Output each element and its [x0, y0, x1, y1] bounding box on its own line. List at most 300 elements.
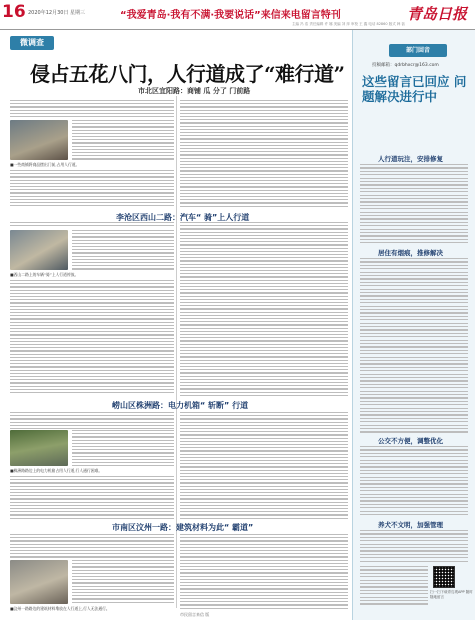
text-line: [10, 360, 174, 361]
text-line: [72, 149, 174, 150]
sidebar-footer: 扫一扫下载青岛观APP 随时随地留言: [430, 590, 473, 599]
text-line: [360, 258, 468, 259]
sidebar-email: 投稿邮箱：qdrbhxcr@163.com: [372, 63, 439, 68]
section-title: 李沧区西山二路：汽车“ 骑”上人行道: [116, 213, 250, 222]
text-line: [180, 241, 348, 242]
text-line: [360, 597, 428, 598]
text-line: [180, 444, 348, 445]
text-line: [180, 460, 348, 461]
text-line: [180, 299, 348, 300]
text-line: [180, 186, 348, 187]
text-line: [10, 315, 174, 316]
text-line: [360, 272, 468, 273]
text-line: [360, 212, 468, 213]
text-line: [72, 252, 174, 253]
text-line: [180, 270, 348, 271]
text-line: [360, 235, 468, 236]
text-line: [180, 495, 348, 496]
text-line: [72, 592, 174, 593]
text-line: [360, 507, 468, 508]
text-line: [360, 319, 468, 320]
text-line: [10, 354, 174, 355]
text-line: [10, 489, 174, 490]
text-line: [180, 547, 348, 548]
text-line: [180, 518, 348, 519]
text-line: [360, 477, 468, 478]
text-line: [180, 601, 348, 602]
text-line: [72, 249, 174, 250]
text-line: [10, 382, 174, 383]
text-line: [360, 590, 428, 591]
text-line: [360, 164, 468, 165]
text-line: [10, 183, 174, 184]
text-line: [360, 566, 428, 567]
photo-caption: ■汶州一路路边的建筑材料堆放在人行道上,行人无法通行。: [10, 606, 110, 611]
page-title: 侵占五花八门，人行道成了“难行道”: [30, 62, 345, 86]
text-line: [360, 340, 468, 341]
text-line: [360, 401, 468, 402]
text-line: [180, 106, 348, 107]
photo-caption: ■西山二路上的车辆“骑”上人行道停放。: [10, 272, 79, 277]
text-line: [10, 189, 174, 190]
text-line: [360, 460, 468, 461]
text-line: [360, 580, 428, 581]
text-line: [10, 418, 174, 419]
text-line: [360, 336, 468, 337]
article-subhead: 市北区宜阳路：商铺 瓜 分了 门前路: [138, 87, 251, 95]
text-line: [360, 309, 468, 310]
text-line: [360, 295, 468, 296]
text-line: [180, 347, 348, 348]
text-line: [180, 340, 348, 341]
text-line: [10, 357, 174, 358]
text-line: [180, 425, 348, 426]
text-line: [72, 566, 174, 567]
text-line: [180, 238, 348, 239]
text-line: [10, 296, 174, 297]
text-line: [180, 334, 348, 335]
text-line: [180, 563, 348, 564]
text-line: [180, 438, 348, 439]
text-line: [180, 502, 348, 503]
text-line: [360, 404, 468, 405]
section-title: 崂山区株洲路：电力机箱“ 斩断” 行道: [112, 401, 249, 410]
text-line: [360, 346, 468, 347]
text-line: [72, 443, 174, 444]
text-line: [180, 382, 348, 383]
text-line: [360, 357, 468, 358]
text-line: [10, 544, 174, 545]
text-line: [180, 302, 348, 303]
text-line: [360, 533, 468, 534]
text-line: [72, 142, 174, 143]
text-line: [180, 135, 348, 136]
text-line: [180, 550, 348, 551]
text-line: [180, 544, 348, 545]
text-line: [180, 225, 348, 226]
sidebar-section-title: 养犬不文明，加强管理: [378, 521, 443, 529]
photo-storefront: [10, 120, 68, 160]
text-line: [360, 530, 468, 531]
text-line: [10, 290, 174, 291]
text-line: [360, 323, 468, 324]
text-line: [10, 350, 174, 351]
text-line: [180, 447, 348, 448]
text-line: [180, 457, 348, 458]
text-line: [72, 436, 174, 437]
text-line: [10, 550, 174, 551]
text-line: [180, 337, 348, 338]
text-line: [360, 603, 428, 604]
text-line: [360, 514, 468, 515]
text-line: [180, 324, 348, 325]
text-line: [10, 534, 174, 535]
text-line: [180, 170, 348, 171]
text-line: [360, 201, 468, 202]
text-line: [180, 492, 348, 493]
text-line: [10, 299, 174, 300]
text-line: [10, 344, 174, 345]
text-line: [180, 199, 348, 200]
text-line: [360, 540, 468, 541]
text-line: [360, 453, 468, 454]
text-line: [180, 608, 348, 609]
text-line: [10, 110, 174, 111]
text-line: [180, 292, 348, 293]
text-line: [360, 333, 468, 334]
text-line: [180, 473, 348, 474]
text-line: [180, 167, 348, 168]
text-line: [360, 561, 468, 562]
text-line: [10, 331, 174, 332]
text-line: [72, 459, 174, 460]
text-line: [180, 470, 348, 471]
text-line: [72, 563, 174, 564]
text-line: [10, 386, 174, 387]
text-line: [72, 123, 174, 124]
text-line: [360, 487, 468, 488]
editor-credits: 主编 冯 浩 责任编辑 许 娜 美编 刘 萍 审校 王 鑫 电话 82860 版式 韩 蓓: [292, 22, 405, 26]
text-line: [180, 353, 348, 354]
text-line: [180, 151, 348, 152]
text-line: [180, 511, 348, 512]
text-line: [180, 588, 348, 589]
text-line: [180, 422, 348, 423]
text-line: [180, 412, 348, 413]
text-line: [360, 414, 468, 415]
text-line: [360, 208, 468, 209]
text-line: [180, 540, 348, 541]
text-line: [360, 600, 428, 601]
text-line: [360, 421, 468, 422]
text-line: [72, 560, 174, 561]
text-line: [72, 259, 174, 260]
text-line: [180, 454, 348, 455]
text-line: [72, 243, 174, 244]
text-line: [180, 463, 348, 464]
text-line: [10, 196, 174, 197]
photo-power-box: [10, 430, 68, 466]
text-line: [72, 265, 174, 266]
text-line: [72, 440, 174, 441]
text-line: [180, 116, 348, 117]
text-line: [180, 276, 348, 277]
text-line: [360, 576, 428, 577]
text-line: [10, 498, 174, 499]
text-line: [180, 537, 348, 538]
text-line: [360, 569, 428, 570]
text-line: [180, 244, 348, 245]
text-line: [180, 132, 348, 133]
text-line: [360, 384, 468, 385]
text-line: [10, 373, 174, 374]
text-line: [72, 430, 174, 431]
text-line: [10, 540, 174, 541]
text-line: [180, 356, 348, 357]
text-line: [360, 275, 468, 276]
text-line: [360, 316, 468, 317]
text-line: [10, 495, 174, 496]
photo-caption: ■一些商铺将商品摆出门前,占用人行道。: [10, 162, 80, 167]
text-line: [10, 482, 174, 483]
text-line: [180, 174, 348, 175]
text-line: [360, 370, 468, 371]
text-line: [360, 239, 468, 240]
text-line: [180, 569, 348, 570]
text-line: [10, 341, 174, 342]
text-line: [180, 505, 348, 506]
text-line: [180, 431, 348, 432]
text-line: [10, 412, 174, 413]
text-line: [180, 148, 348, 149]
text-line: [10, 556, 174, 557]
text-line: [360, 377, 468, 378]
text-line: [10, 479, 174, 480]
text-line: [10, 312, 174, 313]
text-line: [180, 434, 348, 435]
text-line: [360, 205, 468, 206]
text-line: [180, 498, 348, 499]
text-line: [360, 557, 468, 558]
text-line: [360, 428, 468, 429]
text-line: [180, 372, 348, 373]
text-line: [10, 309, 174, 310]
masthead: [0, 0, 475, 30]
text-line: [360, 282, 468, 283]
text-line: [72, 586, 174, 587]
text-line: [10, 425, 174, 426]
text-line: [10, 116, 174, 117]
text-line: [10, 476, 174, 477]
sidebar-headline: 这些留言已回应 问题解决进行中: [362, 74, 467, 104]
text-line: [180, 482, 348, 483]
special-edition-flag: “我爱青岛·我有不满·我要说话”来信来电留言特刊: [120, 10, 341, 21]
sidebar-tag: 部门回音: [389, 44, 447, 57]
text-line: [360, 306, 468, 307]
text-line: [180, 126, 348, 127]
text-line: [360, 232, 468, 233]
text-line: [180, 598, 348, 599]
text-line: [180, 312, 348, 313]
text-line: [360, 504, 468, 505]
text-line: [10, 199, 174, 200]
text-line: [72, 576, 174, 577]
text-line: [360, 387, 468, 388]
text-line: [360, 593, 428, 594]
text-line: [360, 278, 468, 279]
text-line: [180, 514, 348, 515]
text-line: [180, 592, 348, 593]
text-line: [360, 397, 468, 398]
text-line: [180, 183, 348, 184]
text-line: [10, 202, 174, 203]
text-line: [180, 585, 348, 586]
text-line: [360, 456, 468, 457]
text-line: [10, 306, 174, 307]
text-line: [180, 267, 348, 268]
text-line: [360, 343, 468, 344]
text-line: [10, 502, 174, 503]
text-line: [360, 494, 468, 495]
text-line: [360, 418, 468, 419]
text-line: [72, 146, 174, 147]
text-line: [180, 280, 348, 281]
text-line: [10, 302, 174, 303]
photo-caption: ■株洲路路边上的电力机箱占用人行道,行人通行困难。: [10, 468, 103, 473]
section-title: 市南区汶州一路：建筑材料为此“ 霸道”: [112, 523, 254, 532]
text-line: [72, 446, 174, 447]
text-line: [360, 350, 468, 351]
text-line: [180, 113, 348, 114]
text-line: [180, 273, 348, 274]
text-line: [180, 476, 348, 477]
text-line: [360, 184, 468, 185]
text-line: [10, 379, 174, 380]
text-line: [360, 242, 468, 243]
text-line: [10, 511, 174, 512]
text-line: [360, 285, 468, 286]
text-line: [180, 177, 348, 178]
text-line: [180, 122, 348, 123]
text-line: [10, 508, 174, 509]
text-line: [180, 254, 348, 255]
text-line: [360, 463, 468, 464]
text-line: [360, 490, 468, 491]
text-line: [10, 514, 174, 515]
text-line: [72, 139, 174, 140]
text-line: [180, 441, 348, 442]
text-line: [180, 385, 348, 386]
text-line: [72, 598, 174, 599]
text-line: [360, 466, 468, 467]
text-line: [180, 344, 348, 345]
text-line: [360, 573, 428, 574]
text-line: [360, 268, 468, 269]
text-line: [360, 312, 468, 313]
text-line: [180, 129, 348, 130]
text-line: [360, 480, 468, 481]
text-line: [180, 318, 348, 319]
text-line: [360, 511, 468, 512]
text-line: [180, 235, 348, 236]
text-line: [72, 452, 174, 453]
text-line: [360, 265, 468, 266]
issue-date: 2020年12月30日 星期三: [28, 10, 86, 16]
text-line: [360, 497, 468, 498]
text-line: [10, 103, 174, 104]
text-line: [180, 553, 348, 554]
text-line: [360, 446, 468, 447]
text-line: [10, 322, 174, 323]
text-line: [72, 262, 174, 263]
text-line: [10, 366, 174, 367]
text-line: [72, 268, 174, 269]
text-line: [360, 198, 468, 199]
text-line: [180, 395, 348, 396]
text-line: [72, 256, 174, 257]
text-line: [10, 547, 174, 548]
text-line: [180, 350, 348, 351]
text-line: [72, 240, 174, 241]
text-line: [180, 232, 348, 233]
text-line: [180, 308, 348, 309]
text-line: [10, 370, 174, 371]
text-line: [72, 158, 174, 159]
text-line: [360, 411, 468, 412]
text-line: [10, 180, 174, 181]
text-line: [180, 566, 348, 567]
text-line: [360, 550, 468, 551]
text-line: [180, 100, 348, 101]
text-line: [10, 518, 174, 519]
text-line: [10, 363, 174, 364]
text-line: [72, 155, 174, 156]
text-line: [72, 130, 174, 131]
text-line: [360, 171, 468, 172]
text-line: [10, 486, 174, 487]
text-line: [10, 225, 174, 226]
text-line: [180, 305, 348, 306]
text-line: [72, 230, 174, 231]
text-line: [72, 462, 174, 463]
text-line: [360, 261, 468, 262]
text-line: [72, 133, 174, 134]
text-line: [360, 292, 468, 293]
text-line: [180, 286, 348, 287]
text-line: [360, 367, 468, 368]
sidebar-section-title: 公交不方便，调整优化: [378, 437, 443, 445]
text-line: [72, 236, 174, 237]
text-line: [180, 260, 348, 261]
text-line: [180, 604, 348, 605]
text-line: [72, 126, 174, 127]
sidebar-section-title: 居住有烟痕，推修解决: [378, 249, 443, 257]
text-line: [180, 142, 348, 143]
text-line: [72, 595, 174, 596]
photo-building-materials: [10, 560, 68, 604]
text-line: [10, 422, 174, 423]
text-line: [180, 289, 348, 290]
text-line: [360, 329, 468, 330]
text-line: [180, 392, 348, 393]
text-line: [180, 428, 348, 429]
text-line: [360, 181, 468, 182]
text-line: [180, 296, 348, 297]
text-line: [180, 264, 348, 265]
text-line: [360, 299, 468, 300]
text-line: [360, 500, 468, 501]
text-line: [10, 293, 174, 294]
